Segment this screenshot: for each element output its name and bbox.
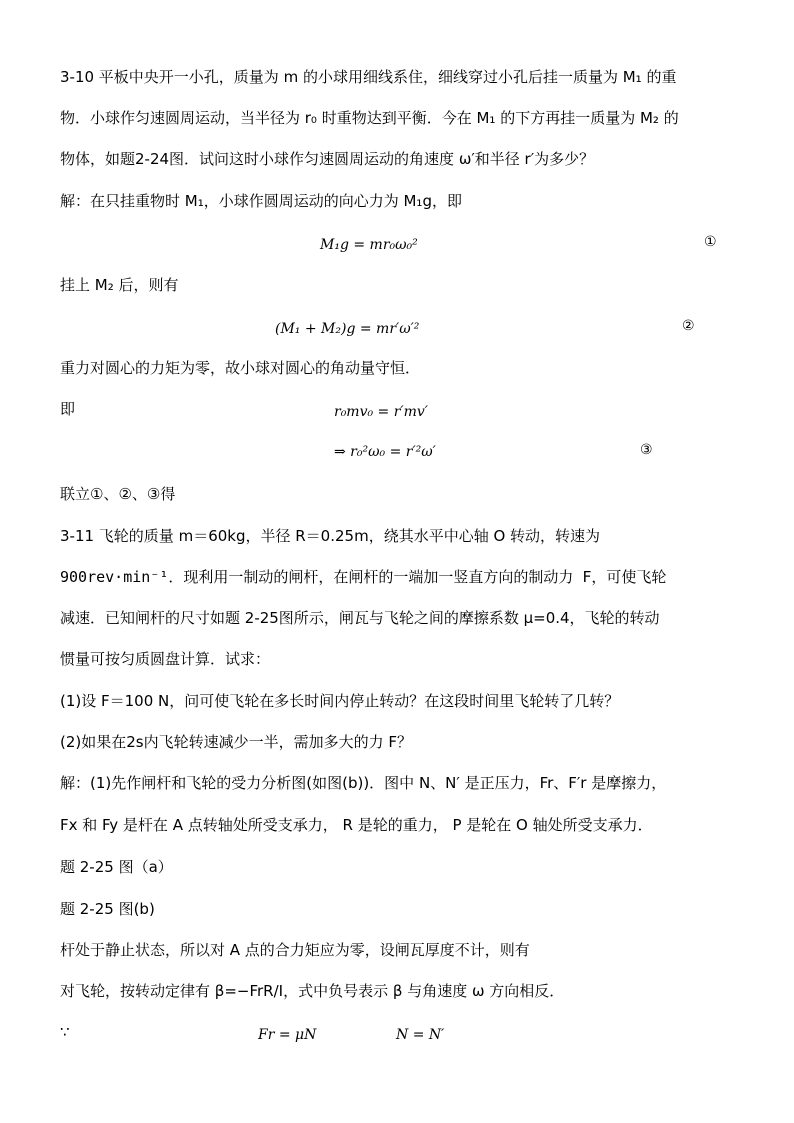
equation-1: M₁g = mr₀ω₀² [320,237,418,253]
equation-3a: r₀mv₀ = r′mv′ [334,404,428,420]
text-line: (1)设 F＝100 N，问可使飞轮在多长时间内停止转动？在这段时间里飞轮转了几转？ [60,692,620,710]
text-line: 物体，如题2-24图．试问这时小球作匀速圆周运动的角速度 ω′和半径 r′为多少？ [60,150,595,168]
equation-marker-2: ② [682,318,695,334]
equation-marker-1: ① [704,234,717,250]
text-line: Fx 和 Fy 是杆在 A 点转轴处所受支承力， R 是轮的重力， P 是轮在 O 轴处所受支承力． [60,816,653,834]
equation-2: (M₁ + M₂)g = mr′ω′² [275,321,420,337]
text-line: 物．小球作匀速圆周运动，当半径为 r₀ 时重物达到平衡．今在 M₁ 的下方再挂一质量为 M₂ 的 [60,109,679,127]
text-line: 3-10 平板中央开一小孔，质量为 m 的小球用细线系住，细线穿过小孔后挂一质量为 M₁ 的重 [60,68,677,86]
equation-3b: ⇒ r₀²ω₀ = r′²ω′ [334,444,436,460]
figure-caption: 题 2-25 图（a） [60,858,173,876]
text-line: 解：(1)先作闸杆和飞轮的受力分析图(如图(b))．图中 N、N′ 是正压力，Fr、F′r 是摩擦力， [60,774,667,792]
equation-marker-3: ③ [640,442,653,458]
figure-caption: 题 2-25 图(b) [60,900,155,918]
text-line: 即 [60,400,76,418]
text-line: 减速．已知闸杆的尺寸如题 2-25图所示，闸瓦与飞轮之间的摩擦系数 μ=0.4，飞轮的转动 [60,609,660,627]
text-line: 联立①、②、③得 [60,485,176,503]
text-line: 3-11 飞轮的质量 m＝60kg，半径 R＝0.25m，绕其水平中心轴 O 转动，转速为 [60,527,601,545]
equation-4b: N = N′ [396,1027,445,1043]
text-line: 900rev·min⁻¹．现利用一制动的闸杆，在闸杆的一端加一竖直方向的制动力 F，可使飞轮 [60,568,667,586]
text-line: (2)如果在2s内飞轮转速减少一半，需加多大的力 F？ [60,733,413,751]
text-line: 对飞轮，按转动定律有 β=−FrR/I，式中负号表示 β 与角速度 ω 方向相反． [60,982,565,1000]
text-line: 惯量可按匀质圆盘计算．试求： [60,650,271,668]
text-line: 杆处于静止状态，所以对 A 点的合力矩应为零，设闸瓦厚度不计，则有 [60,941,530,959]
text-line: 挂上 M₂ 后，则有 [60,276,179,294]
text-line: 解：在只挂重物时 M₁，小球作圆周运动的向心力为 M₁g，即 [60,192,462,210]
text-line: 重力对圆心的力矩为零，故小球对圆心的角动量守恒． [60,359,421,377]
equation-4a: Fr = μN [258,1027,317,1043]
text-line: ∵ [60,1023,70,1041]
